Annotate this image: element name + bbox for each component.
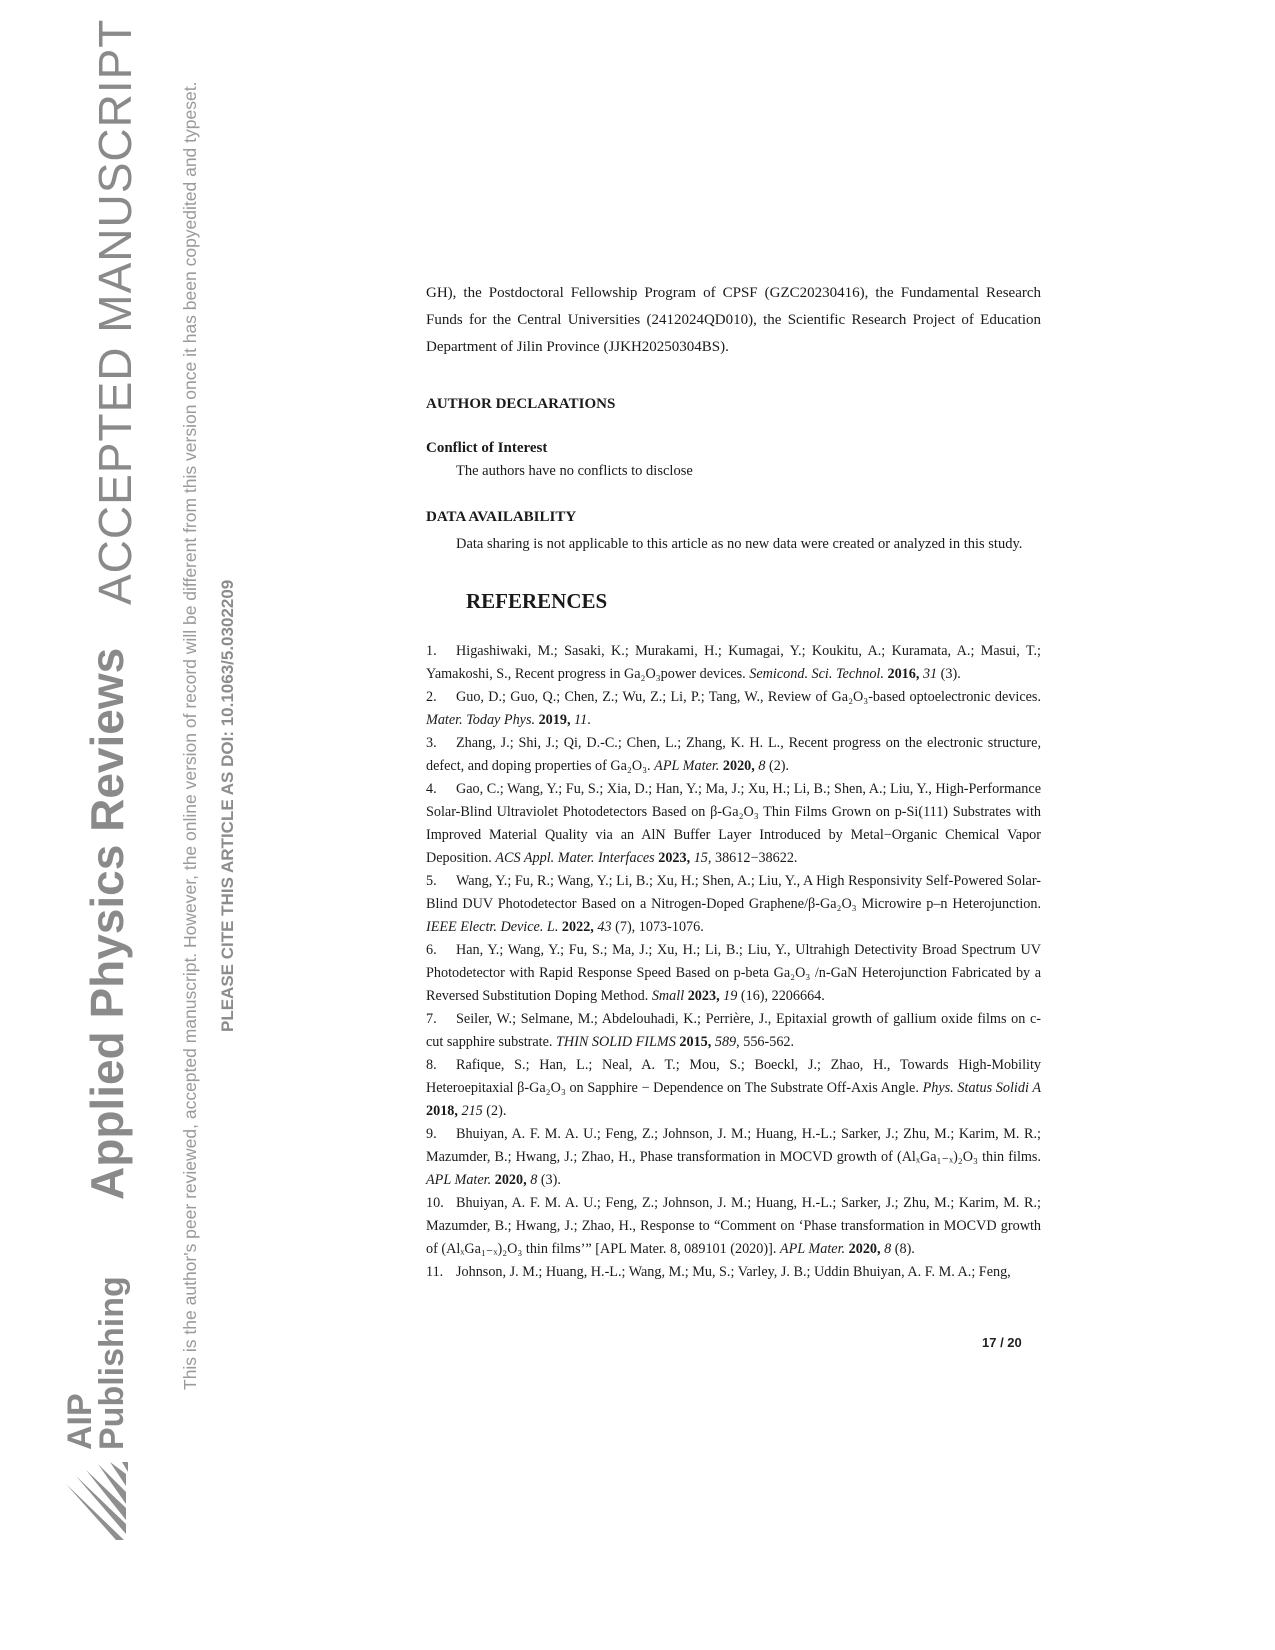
reference-year: 2023, xyxy=(684,988,724,1004)
reference-number: 7. xyxy=(426,1011,437,1027)
reference-number: 11. xyxy=(426,1264,444,1280)
reference-authors-title: Guo, D.; Guo, Q.; Chen, Z.; Wu, Z.; Li, P.; Tang, W., Review of Ga₂O₃-based optoelectronic devices. xyxy=(456,689,1041,705)
reference-year: 2019, xyxy=(535,712,575,728)
reference-pages: (2). xyxy=(765,758,790,774)
reference-number: 5. xyxy=(426,873,437,889)
reference-item xyxy=(426,640,1041,686)
reference-pages: (2). xyxy=(482,1103,507,1119)
reference-journal: Mater. Today Phys. xyxy=(426,712,536,728)
reference-number: 2. xyxy=(426,689,437,705)
reference-year: 2022, xyxy=(558,919,598,935)
reference-journal: Semicond. Sci. Technol. xyxy=(749,666,884,682)
reference-number: 10. xyxy=(426,1195,444,1211)
reference-number: 6. xyxy=(426,942,437,958)
reference-journal: IEEE Electr. Device. L. xyxy=(426,919,559,935)
conflict-of-interest-heading: Conflict of Interest xyxy=(426,440,548,456)
reference-volume: 15 xyxy=(693,850,708,866)
reference-pages: (8). xyxy=(891,1241,915,1257)
funding-paragraph: GH), the Postdoctoral Fellowship Program of CPSF (GZC20230416), the Fundamental Research Funds for the Central Universities (2412024QD010), the Scientific Research Project of Education Department of Jilin Province (JJKH20250304BS). xyxy=(426,285,1041,355)
reference-volume: 43 xyxy=(597,919,612,935)
reference-journal: THIN SOLID FILMS xyxy=(556,1034,676,1050)
reference-item xyxy=(426,1008,1041,1054)
reference-journal: APL Mater. xyxy=(654,758,720,774)
reference-authors-title: Seiler, W.; Selmane, M.; Abdelouhadi, K.; Perrière, J., Epitaxial growth of gallium oxide films on c-cut sapphire substrate. xyxy=(426,1011,1041,1050)
reference-volume: 19 xyxy=(723,988,738,1004)
accepted-manuscript-label: ACCEPTED MANUSCRIPT xyxy=(89,18,141,605)
reference-year: 2020, xyxy=(491,1172,531,1188)
reference-item xyxy=(426,939,1041,1008)
reference-journal: APL Mater. xyxy=(426,1172,492,1188)
reference-item xyxy=(426,1054,1041,1123)
reference-volume: 31 xyxy=(922,666,938,682)
watermark-sidebar xyxy=(0,0,260,1650)
reference-volume: 8 xyxy=(884,1241,892,1257)
reference-pages: (16), 2206664. xyxy=(737,988,825,1004)
reference-year: 2020, xyxy=(719,758,759,774)
reference-pages: , 556-562. xyxy=(736,1034,795,1050)
aip-publishing-logo-text xyxy=(61,1276,140,1450)
reference-volume: 8 xyxy=(758,758,766,774)
reference-year: 2018, xyxy=(426,1103,462,1119)
logo-line-publishing: Publishing xyxy=(93,1276,131,1450)
reference-authors-title: Zhang, J.; Shi, J.; Qi, D.-C.; Chen, L.; Zhang, K. H. L., Recent progress on the electronic structure, defect, and doping properties of Ga₂O₃. xyxy=(426,735,1041,774)
reference-authors-title: Han, Y.; Wang, Y.; Fu, S.; Ma, J.; Xu, H.; Li, B.; Liu, Y., Ultrahigh Detectivity Broad Spectrum UV Photodetector with Rapid Response Speed Based on p-beta Ga₂O₃ /n-GaN Heterojunction Fabricated by a Reversed Substitution Doping Method. xyxy=(426,942,1041,1004)
reference-number: 3. xyxy=(426,735,437,751)
main-content xyxy=(426,280,1041,1284)
reference-pages: , 38612−38622. xyxy=(707,850,798,866)
journal-name: Applied Physics Reviews xyxy=(81,647,133,1200)
reference-volume: 8 xyxy=(530,1172,538,1188)
reference-pages: . xyxy=(587,712,591,728)
reference-year: 2023, xyxy=(654,850,694,866)
reference-journal: APL Mater. xyxy=(779,1241,846,1257)
reference-authors-title: Rafique, S.; Han, L.; Neal, A. T.; Mou, S.; Boeckl, J.; Zhao, H., Towards High-Mobility Heteroepitaxial β-Ga₂O₃ on Sapphire − Dependence on The Substrate Off-Axis Angle. xyxy=(426,1057,1041,1096)
reference-item xyxy=(426,1192,1041,1261)
peer-review-note: This is the author's peer reviewed, accepted manuscript. However, the online version of record will be different from this version once it has been copyedited and typeset. xyxy=(180,81,200,1390)
aip-logo-icon xyxy=(66,1462,136,1542)
reference-journal: Small xyxy=(651,988,685,1004)
reference-number: 4. xyxy=(426,781,437,797)
reference-year: 2016, xyxy=(883,666,923,682)
reference-item xyxy=(426,686,1041,732)
reference-volume: 11 xyxy=(574,712,588,728)
doi-cite-note: PLEASE CITE THIS ARTICLE AS DOI: 10.1063/5.0302209 xyxy=(218,579,237,1032)
reference-item xyxy=(426,732,1041,778)
reference-item xyxy=(426,1123,1041,1192)
logo-line-aip: AIP xyxy=(61,1393,99,1450)
reference-pages: (3). xyxy=(537,1172,561,1188)
reference-year: 2020, xyxy=(845,1241,885,1257)
data-availability-text: Data sharing is not applicable to this article as no new data were created or analyzed in this study. xyxy=(456,536,1023,552)
reference-number: 8. xyxy=(426,1057,437,1073)
reference-authors-title: Gao, C.; Wang, Y.; Fu, S.; Xia, D.; Han, Y.; Ma, J.; Xu, H.; Li, B.; Shen, A.; Liu, Y., High-Performance Solar-Blind Ultraviolet Photodetectors Based on β-Ga₂O₃ Thin Films Grown on p-Si(111) Substrates with Improved Material Quality via an AlN Buffer Layer Introduced by Metal−Organic Chemical Vapor Deposition. xyxy=(426,781,1041,866)
reference-journal: Phys. Status Solidi A xyxy=(922,1080,1041,1096)
reference-authors-title: Bhuiyan, A. F. M. A. U.; Feng, Z.; Johnson, J. M.; Huang, H.-L.; Sarker, J.; Zhu, M.; Karim, M. R.; Mazumder, B.; Hwang, J.; Zhao, H., Phase transformation in MOCVD growth of (AlₓGa₁₋ₓ)₂O₃ thin films. xyxy=(426,1126,1041,1165)
reference-list xyxy=(426,640,1041,1284)
conflict-of-interest-text: The authors have no conflicts to disclose xyxy=(456,463,693,479)
reference-item xyxy=(426,870,1041,939)
reference-item xyxy=(426,1261,1041,1284)
reference-year: 2015, xyxy=(675,1034,715,1050)
reference-volume: 215 xyxy=(461,1103,483,1119)
reference-authors-title: Johnson, J. M.; Huang, H.-L.; Wang, M.; Mu, S.; Varley, J. B.; Uddin Bhuiyan, A. F. M. A.; Feng, xyxy=(456,1264,1011,1280)
reference-authors-title: Higashiwaki, M.; Sasaki, K.; Murakami, H.; Kumagai, Y.; Koukitu, A.; Kuramata, A.; Masui, T.; Yamakoshi, S., Recent progress in Ga₂O₃power devices. xyxy=(426,643,1041,682)
reference-number: 9. xyxy=(426,1126,437,1142)
reference-number: 1. xyxy=(426,643,437,659)
data-availability-heading: DATA AVAILABILITY xyxy=(426,509,577,525)
page-number: 17 / 20 xyxy=(982,1335,1022,1350)
reference-pages: (7), 1073-1076. xyxy=(611,919,704,935)
reference-authors-title: Bhuiyan, A. F. M. A. U.; Feng, Z.; Johnson, J. M.; Huang, H.-L.; Sarker, J.; Zhu, M.; Karim, M. R.; Mazumder, B.; Hwang, J.; Zhao, H., Response to “Comment on ‘Phase transformation in MOCVD growth of (AlₓGa₁₋ₓ)₂O₃ thin films’” [APL Mater. 8, 089101 (2020)]. xyxy=(426,1195,1041,1257)
reference-authors-title: Wang, Y.; Fu, R.; Wang, Y.; Li, B.; Xu, H.; Shen, A.; Liu, Y., A High Responsivity Self-Powered Solar-Blind DUV Photodetector Based on a Nitrogen-Doped Graphene/β-Ga₂O₃ Microwire p–n Heterojunction. xyxy=(426,873,1041,912)
references-heading: REFERENCES xyxy=(466,589,608,613)
author-declarations-heading: AUTHOR DECLARATIONS xyxy=(426,396,616,412)
reference-pages: (3). xyxy=(937,666,961,682)
reference-journal: ACS Appl. Mater. Interfaces xyxy=(495,850,655,866)
reference-volume: 589 xyxy=(714,1034,737,1050)
reference-item xyxy=(426,778,1041,870)
